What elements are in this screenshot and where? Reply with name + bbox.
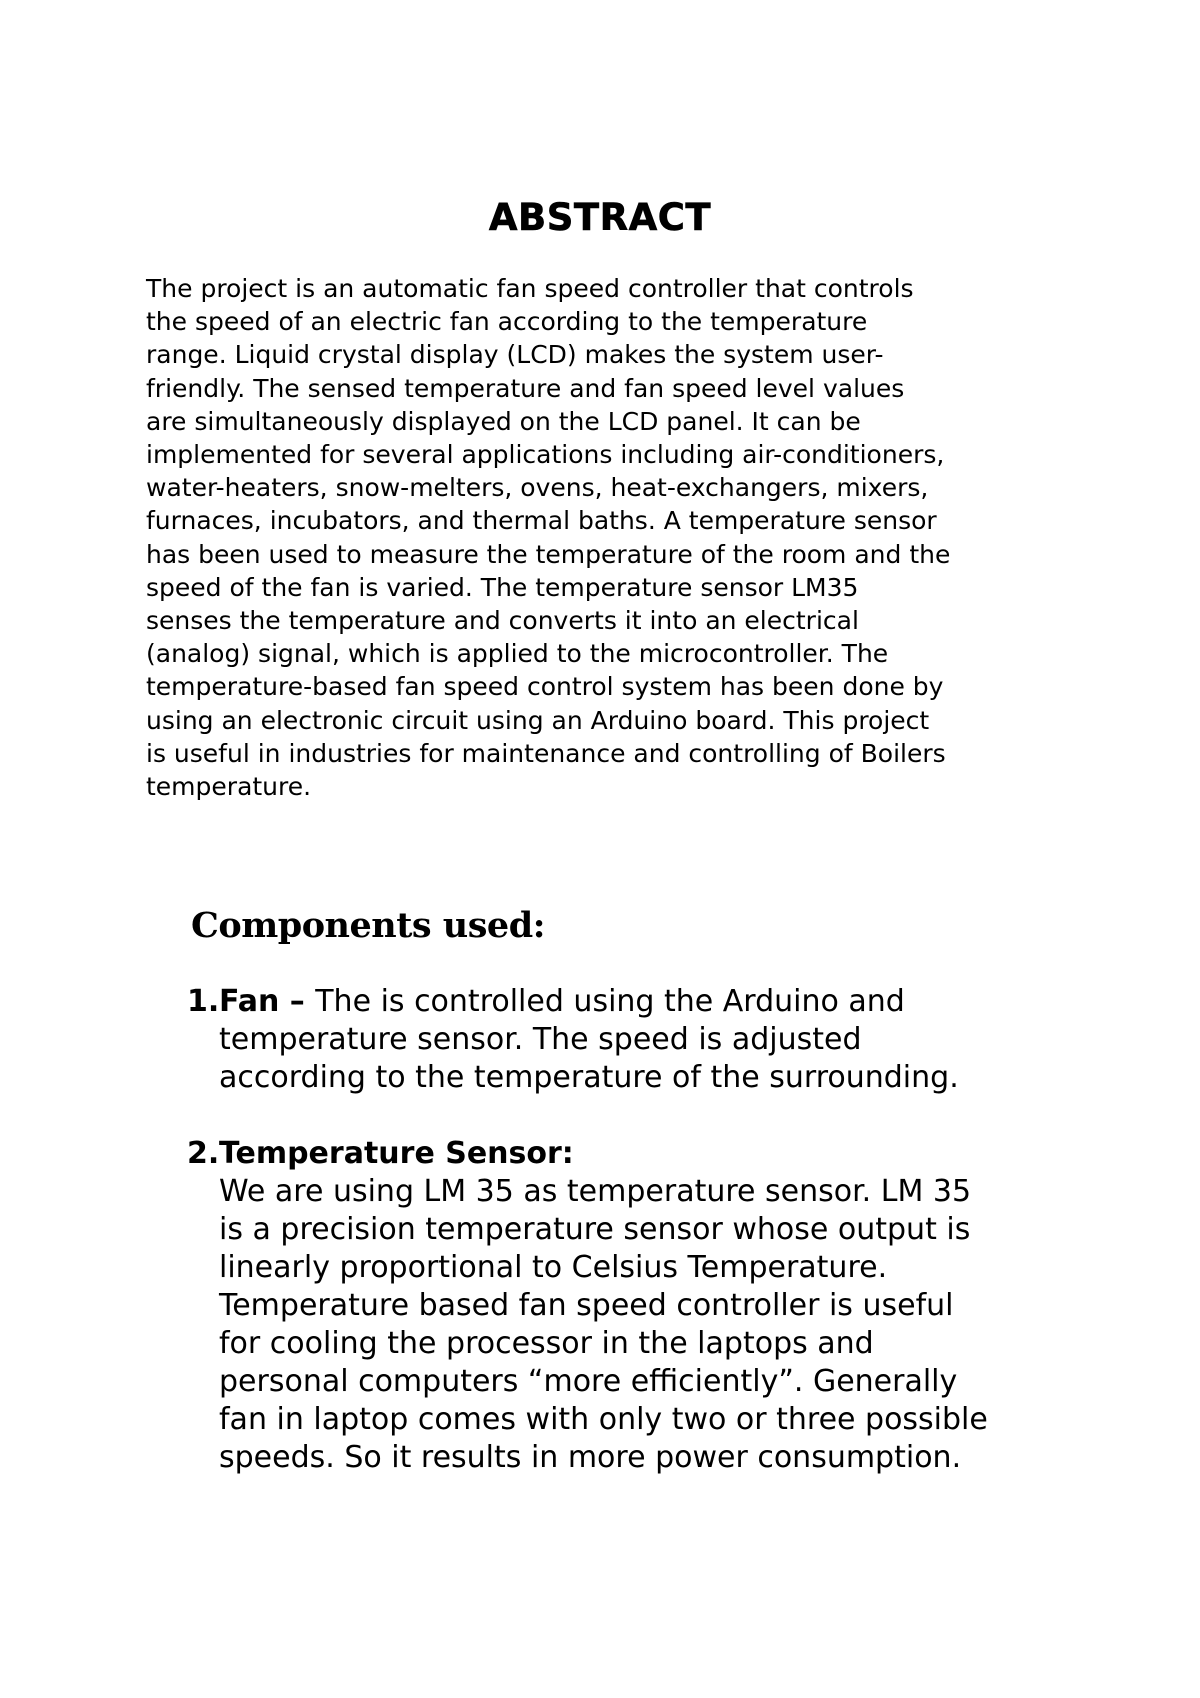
item-description: We are using LM 35 as temperature sensor. LM 35 is a precision temperature sensor whose output is linearly proportional to Celsius Temperature. Temperature based fan speed controller is useful for cooling the processor in the laptops and personal computers “more efficiently”. Generally fan in laptop comes with only two or three possible speeds. So it results in more power consumption.: [219, 1174, 988, 1475]
item-number: 1.: [187, 984, 220, 1019]
item-content: [219, 1135, 1087, 1477]
abstract-paragraph: The project is an automatic fan speed controller that controls the speed of an electric fan according to the temperature range. Liquid crystal display (LCD) makes the system user- friendly. The sensed temperature and fan speed level values are simultaneously displayed on the LCD panel. It can be implemented for several applications including air-conditioners, water-heaters, snow-melters, ovens, heat-exchangers, mixers, furnaces, incubators, and thermal baths. A temperature sensor has been used to measure the temperature of the room and the speed of the fan is varied. The temperature sensor LM35 senses the temperature and converts it into an electrical (analog) signal, which is applied to the microcontroller. The temperature-based fan speed control system has been done by using an electronic circuit using an Arduino board. This project is useful in industries for maintenance and controlling of Boilers temperature.: [146, 274, 951, 802]
item-heading: Fan –: [219, 984, 316, 1019]
item-description: The is controlled using the Arduino and temperature sensor. The speed is adjusted according to the temperature of the surrounding.: [219, 984, 959, 1095]
components-heading: Components used:: [191, 905, 546, 946]
component-item-fan: [187, 983, 1087, 1097]
item-content: [219, 983, 1087, 1097]
abstract-heading: ABSTRACT: [488, 196, 712, 239]
item-heading: Temperature Sensor:: [219, 1136, 574, 1171]
component-item-temperature-sensor: [187, 1135, 1087, 1477]
item-number: 2.: [187, 1136, 220, 1171]
